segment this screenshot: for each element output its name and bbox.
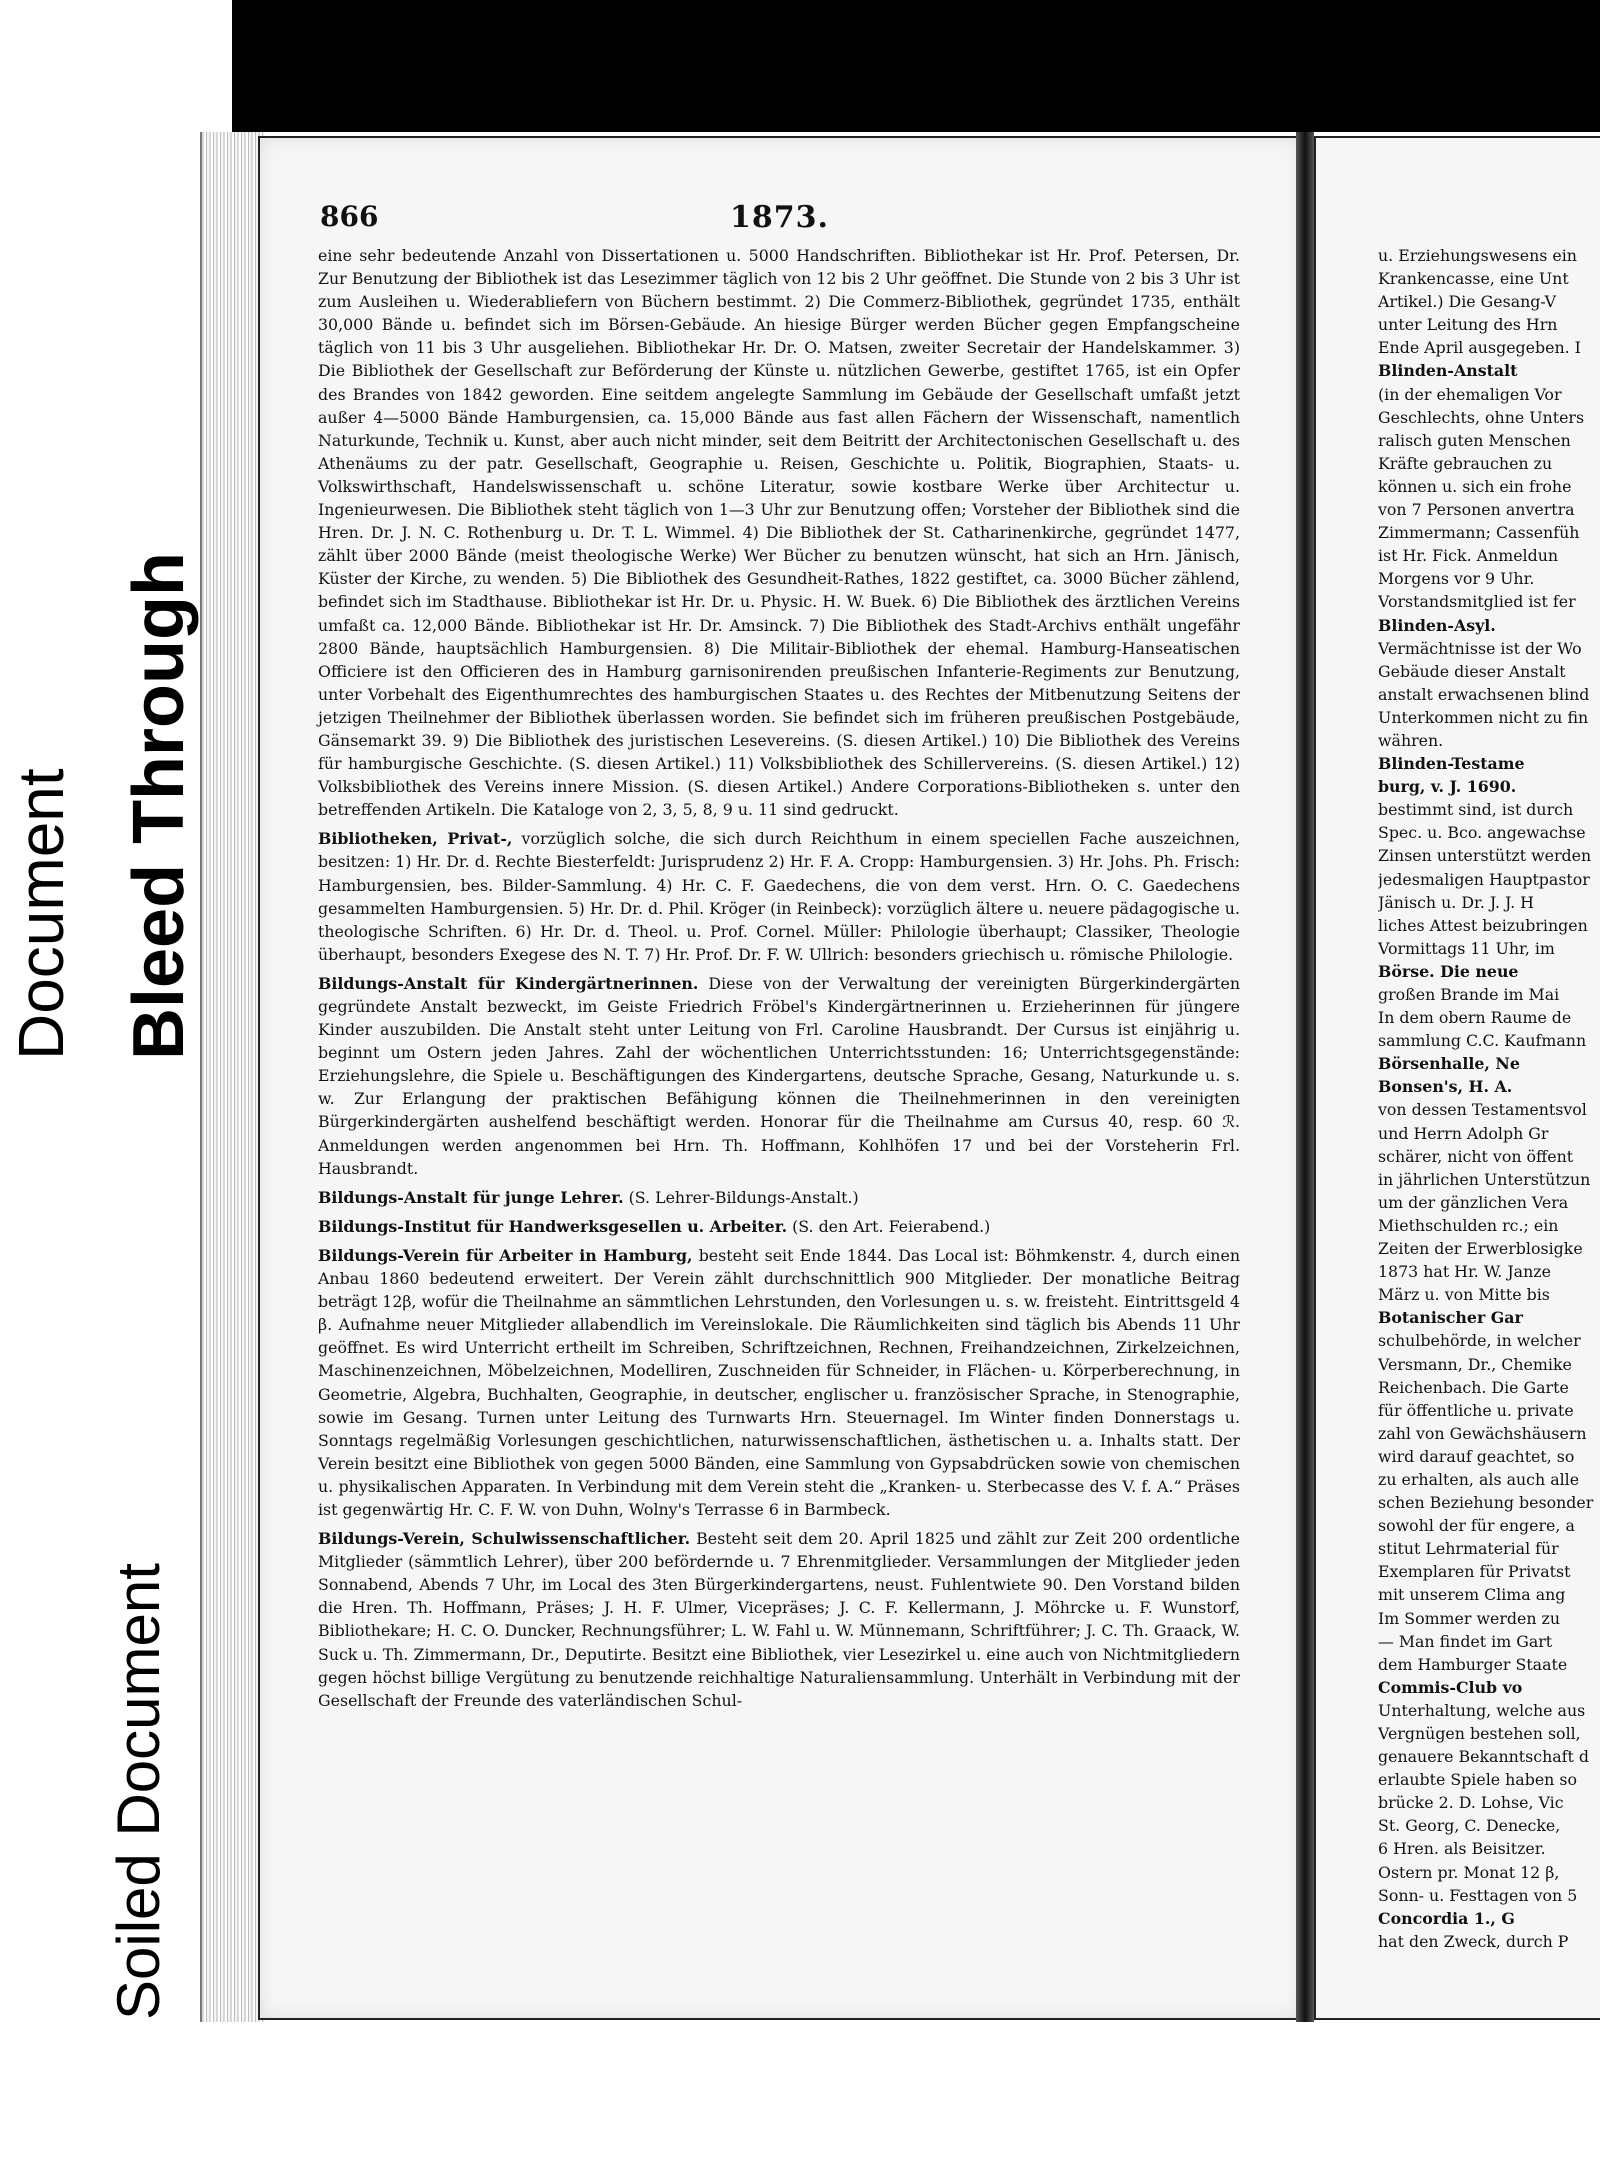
- left-page: [258, 136, 1300, 2020]
- entry-heading: Bildungs-Anstalt für Kindergärtnerinnen.: [318, 973, 699, 993]
- right-text-line: brücke 2. D. Lohse, Vic: [1378, 1793, 1564, 1813]
- entry-paragraph: [318, 972, 1240, 1180]
- right-text-line: stitut Lehrmaterial für: [1378, 1539, 1559, 1559]
- right-text-line: Unterkommen nicht zu fin: [1378, 707, 1589, 727]
- right-text-line: erlaubte Spiele haben so: [1378, 1770, 1577, 1790]
- entry-body: eine sehr bedeutende Anzahl von Dissertationen u. 5000 Handschriften. Bibliothekar ist Hr. Prof. Petersen, Dr. Zur Benutzung der Bibliothek ist das Lesezimmer täglich von 12 bis 2 Uhr geöffnet. Die Stunde von 2 bis 3 Uhr ist zum Ausleihen u. Wiederabliefern von Büchern bestimmt. 2) Die Commerz-Bibliothek, gegründet 1735, enthält 30,000 Bände u. befindet sich im Börsen-Gebäude. An hiesige Bürger werden Bücher gegen Empfangscheine täglich von 11 bis 3 Uhr ausgeliehen. Bibliothekar Hr. Dr. O. Matsen, zweiter Secretair der Handelskammer. 3) Die Bibliothek der Gesellschaft zur Beförderung der Künste u. nützlichen Gewerbe, gestiftet 1765, ist ein Opfer des Brandes von 1842 geworden. Eine seitdem angelegte Sammlung im Gebäude der Gesellschaft umfaßt jetzt außer 4—5000 Bände Hamburgensien, ca. 15,000 Bände aus fast allen Fächern der Wissenschaft, namentlich Naturkunde, Technik u. Kunst, aber auch nicht minder, seit dem Beitritt der Architectonischen Gesellschaft u. des Athenäums zu der patr. Gesellschaft, Geographie u. Reisen, Geschichte u. Politik, Biographien, Staats- u. Volkswirthschaft, Handelswissenschaft u. schöne Literatur, sowie kostbare Werke über Architectur u. Ingenieurwesen. Die Bibliothek steht täglich von 1—3 Uhr zur Benutzung offen; Vorsteher der Bibliothek sind die Hren. Dr. J. N. C. Rothenburg u. Dr. T. L. Wimmel. 4) Die Bibliothek der St. Catharinenkirche, gegründet 1477, zählt über 2000 Bände (meist theologische Werke) Wer Bücher zu benutzen wünscht, hat sich an Hrn. Jänisch, Küster der Kirche, zu wenden. 5) Die Bibliothek des Gesundheit-Rathes, 1822 gestiftet, ca. 3000 Bücher zählend, befindet sich im Stadthause. Bibliothekar ist Hr. Dr. u. Physic. H. W. Buek. 6) Die Bibliothek des ärztlichen Vereins umfaßt ca. 12,000 Bände. Bibliothekar ist Hr. Dr. Amsinck. 7) Die Bibliothek des Stadt-Archivs enthält ungefähr 2800 Bände, hauptsächlich Hamburgensien. 8) Die Militair-Bibliothek der ehemal. Hamburg-Hanseatischen Officiere ist den Officieren des in Hamburg garnisonirenden preußischen Infanterie-Regiments zur Benutzung, unter Vorbehalt des Eigenthumrechtes des hamburgischen Staates u. des Rechtes der Mitbenutzung Seitens der jetzigen Theilnehmer der Bibliothek überlassen worden. Sie befindet sich im früheren preußischen Postgebäude, Gänsemarkt 39. 9) Die Bibliothek des juristischen Lesevereins. (S. diesen Artikel.) 10) Die Bibliothek des Vereins für hamburgische Geschichte. (S. diesen Artikel.) 11) Volksbibliothek des Schillervereins. (S. diesen Artikel.) 12) Volksbibliothek des Vereins innere Mission. (S. diesen Artikel.) Andere Corporations-Bibliotheken s. unter den betreffenden Artikeln. Die Kataloge von 2, 3, 5, 8, 9 u. 11 sind gedruckt.: [318, 246, 1240, 820]
- right-text-line: 1873 hat Hr. W. Janze: [1378, 1262, 1551, 1282]
- right-text-line: genauere Bekanntschaft d: [1378, 1747, 1590, 1767]
- right-text-line: zu erhalten, als auch alle: [1378, 1469, 1580, 1489]
- book-gutter: [1296, 132, 1314, 2022]
- right-text-line: Gebäude dieser Anstalt: [1378, 661, 1566, 681]
- soiled-document-label: Soiled Document: [105, 1563, 172, 2020]
- right-text-line: in jährlichen Unterstützun: [1378, 1169, 1591, 1189]
- running-head: [320, 200, 1240, 240]
- entry-heading: Bildungs-Verein, Schulwissenschaftlicher.: [318, 1529, 691, 1549]
- entry-heading: Bibliotheken, Privat-,: [318, 829, 513, 849]
- right-text-line: wird darauf geachtet, so: [1378, 1446, 1575, 1466]
- right-text-line: Unterhaltung, welche aus: [1378, 1700, 1586, 1720]
- right-page: [1314, 136, 1600, 2020]
- right-text-line: Ende April ausgegeben. I: [1378, 338, 1581, 358]
- entry-paragraph: [318, 1186, 1240, 1209]
- right-entry-heading: Börse. Die neue: [1378, 961, 1519, 981]
- right-text-line: großen Brande im Mai: [1378, 985, 1560, 1004]
- right-text-line: Geschlechts, ohne Unters: [1378, 407, 1585, 427]
- right-text-line: St. Georg, C. Denecke,: [1378, 1816, 1561, 1836]
- entry-heading: Bildungs-Institut für Handwerksgesellen u. Arbeiter.: [318, 1216, 788, 1236]
- right-entry-heading: Concordia 1., G: [1378, 1908, 1515, 1928]
- right-text-line: von 7 Personen anvertra: [1378, 500, 1575, 520]
- right-text-line: sammlung C.C. Kaufmann: [1378, 1031, 1587, 1051]
- right-text-line: 6 Hren. als Beisitzer.: [1378, 1839, 1546, 1859]
- right-text-line: Miethschulden rc.; ein: [1378, 1215, 1559, 1235]
- right-entry-heading: Botanischer Gar: [1378, 1308, 1523, 1328]
- bleed-through-label: Bleed Through: [119, 552, 199, 1060]
- right-text-line: jedesmaligen Hauptpastor: [1378, 869, 1590, 889]
- entry-heading: Bildungs-Verein für Arbeiter in Hamburg,: [318, 1245, 693, 1265]
- right-text-line: In dem obern Raume de: [1378, 1008, 1572, 1028]
- right-text-line: anstalt erwachsenen blind: [1378, 684, 1590, 704]
- right-entry-heading: Bonsen's, H. A.: [1378, 1077, 1513, 1097]
- right-text-line: Krankencasse, eine Unt: [1378, 269, 1569, 289]
- left-page-text: [318, 244, 1240, 1712]
- right-text-line: Versmann, Dr., Chemike: [1378, 1354, 1572, 1374]
- right-text-line: ist Hr. Fick. Anmeldun: [1378, 546, 1559, 566]
- right-text-line: bestimmt sind, ist durch: [1378, 800, 1574, 820]
- entry-paragraph: [318, 827, 1240, 966]
- page-year: 1873.: [730, 200, 829, 235]
- right-text-line: zahl von Gewächshäusern: [1378, 1423, 1587, 1443]
- right-entry-heading: Blinden-Testame: [1378, 754, 1525, 774]
- entry-paragraph: [318, 1527, 1240, 1712]
- right-text-line: Vormittags 11 Uhr, im: [1378, 938, 1555, 958]
- entry-heading: Bildungs-Anstalt für junge Lehrer.: [318, 1187, 624, 1207]
- right-text-line: ralisch guten Menschen: [1378, 430, 1571, 450]
- entry-paragraph: [318, 244, 1240, 821]
- entry-body: besteht seit Ende 1844. Das Local ist: Böhmkenstr. 4, durch einen Anbau 1860 bedeutend erweitert. Der Verein zählt durchschnittlich 900 Mitglieder. Der monatliche Beitrag beträgt 12β, wofür die Theilnahme an sämmtlichen Lehrstunden, den Vorlesungen u. s. w. freisteht. Eintrittsgeld 4 β. Aufnahme neuer Mitglieder allabendlich im Vereinslokale. Die Räumlichkeiten sind täglich bis Abends 11 Uhr geöffnet. Es wird Unterricht ertheilt im Schreiben, Schriftzeichnen, Rechnen, Freihandzeichnen, Zirkelzeichnen, Maschinenzeichnen, Möbelzeichnen, Modelliren, Zuschneiden für Schneider, in Flächen- u. Körperberechnung, in Geometrie, Algebra, Buchhalten, Geographie, in deutscher, englischer u. französischer Sprache, in Stenographie, sowie im Gesang. Turnen unter Leitung des Turnwarts Hrn. Steuernagel. Im Winter finden Donnerstags u. Sonntags regelmäßig Vorlesungen geschichtlichen, naturwissenschaftlichen, ästhetischen u. a. Inhalts statt. Der Verein besitzt eine Bibliothek von gegen 5000 Bänden, eine Sammlung von Gypsabdrücken sowie von chemischen u. physikalischen Apparaten. In Verbindung mit dem Verein steht die „Kranken- u. Sterbecasse des V. f. A.“ Präses ist gegenwärtig Hr. C. F. W. von Duhn, Wolny's Terrasse 6 in Barmbeck.: [318, 1245, 1240, 1519]
- entry-paragraph: [318, 1244, 1240, 1521]
- right-entry-heading: burg, v. J. 1690.: [1378, 777, 1517, 797]
- right-text-line: Zimmermann; Cassenfüh: [1378, 523, 1580, 543]
- right-text-line: u. Erziehungswesens ein: [1378, 246, 1577, 265]
- right-entry-heading: Blinden-Asyl.: [1378, 615, 1496, 635]
- page-number: 866: [320, 200, 379, 233]
- right-text-line: schärer, nicht von öffent: [1378, 1146, 1574, 1166]
- right-text-line: schen Beziehung besonder: [1378, 1493, 1594, 1513]
- entry-body: Besteht seit dem 20. April 1825 und zählt zur Zeit 200 ordentliche Mitglieder (sämmtlich Lehrer), über 200 befördernde u. 7 Ehrenmitglieder. Versammlungen der Mitglieder jeden Sonnabend, Abends 7 Uhr, im Local des 3ten Bürgerkindergartens, neust. Fuhlentwiete 90. Den Vorstand bilden die Hren. Th. Hoffmann, Präses; J. H. F. Ulmer, Vicepräses; J. C. F. Kellermann, J. Möhrcke u. F. Wunstorf, Bibliothekare; H. C. O. Duncker, Rechnungsführer; L. W. Fahl u. W. Münnemann, Schriftführer; J. C. Th. Graack, W. Suck u. Th. Zimmermann, Dr., Deputirte. Besitzt eine Bibliothek, vier Lesezirkel u. eine auch von Nichtmitgliedern gegen höchst billige Vergütung zu benutzende reichhaltige Naturaliensammlung. Unterhält in Verbindung mit der Gesellschaft der Freunde des vaterländischen Schul-: [318, 1529, 1241, 1710]
- right-text-line: für öffentliche u. private: [1378, 1400, 1574, 1420]
- document-label: Document: [5, 768, 77, 1060]
- right-text-line: liches Attest beizubringen: [1378, 915, 1588, 935]
- right-text-line: Exemplaren für Privatst: [1378, 1562, 1571, 1582]
- entry-body: Diese von der Verwaltung der vereinigten Bürgerkindergärten gegründete Anstalt bezweckt, im Geiste Friedrich Fröbel's Kindergärtnerinnen u. Erzieherinnen für jüngere Kinder auszubilden. Die Anstalt steht unter Leitung von Frl. Caroline Hausbrandt. Der Cursus ist einjährig u. beginnt um Ostern jeden Jahres. Zahl der wöchentlichen Unterrichtsstunden: 16; Unterrichtsgegenstände: Erziehungslehre, die Spiele u. Beschäftigungen des Kindergartens, deutsche Sprache, Gesang, Naturkunde u. s. w. Zur Erlangung der praktischen Befähigung können die Theilnehmerinnen in den vereinigten Bürgerkindergärten aushelfend beschäftigt werden. Honorar für die Theilnahme am Cursus 40, resp. 60 ℛ. Anmeldungen werden angenommen bei Hrn. Th. Hoffmann, Kohlhöfen 17 und bei der Vorsteherin Frl. Hausbrandt.: [318, 973, 1240, 1178]
- right-text-line: Vergnügen bestehen soll,: [1378, 1724, 1581, 1743]
- right-text-line: Sonn- u. Festtagen von 5: [1378, 1885, 1578, 1905]
- right-text-line: mit unserem Clima ang: [1378, 1585, 1566, 1605]
- right-text-line: Zinsen unterstützt werden: [1378, 846, 1592, 866]
- right-entry-heading: Blinden-Anstalt: [1378, 361, 1518, 381]
- right-text-line: währen.: [1378, 730, 1444, 750]
- right-text-line: sowohl der für engere, a: [1378, 1516, 1575, 1536]
- right-text-line: Zeiten der Erwerblosigke: [1378, 1239, 1583, 1259]
- right-text-line: Jänisch u. Dr. J. J. H: [1378, 892, 1534, 912]
- right-text-line: um der gänzlichen Vera: [1378, 1192, 1569, 1212]
- right-text-line: Vorstandsmitglied ist fer: [1378, 592, 1576, 612]
- right-text-line: Spec. u. Bco. angewachse: [1378, 823, 1586, 843]
- right-text-line: Im Sommer werden zu: [1378, 1608, 1561, 1628]
- right-text-line: schulbehörde, in welcher: [1378, 1331, 1581, 1351]
- right-entry-heading: Börsenhalle, Ne: [1378, 1054, 1520, 1074]
- right-text-line: Morgens vor 9 Uhr.: [1378, 569, 1535, 589]
- right-text-line: dem Hamburger Staate: [1378, 1654, 1568, 1674]
- entry-body: vorzüglich solche, die sich durch Reichthum in einem speciellen Fache auszeichnen, besitzen: 1) Hr. Dr. d. Rechte Biesterfeldt: Jurisprudenz 2) Hr. F. A. Cropp: Hamburgensien. 3) Hr. Johs. Ph. Frisch: Hamburgensien, bes. Bilder-Sammlung. 4) Hr. C. F. Gaedechens, die von dem verst. Hrn. O. C. Gaedechens gesammelten Hamburgensien. 5) Hr. Dr. d. Phil. Kröger (in Reinbeck): vorzüglich ältere u. neuere pädagogische u. theologische Schriften. 6) Hr. Dr. d. Theol. u. Prof. Cornel. Müller: Philologie überhaupt; Classiker, Theologie überhaupt, besonders Exegese des N. T. 7) Hr. Prof. Dr. F. W. Ullrich: besonders griechisch u. römische Philologie.: [318, 829, 1241, 964]
- right-text-line: unter Leitung des Hrn: [1378, 315, 1558, 335]
- right-text-line: Artikel.) Die Gesang-V: [1378, 292, 1557, 312]
- book-page-edges: [200, 132, 264, 2022]
- right-text-line: Reichenbach. Die Garte: [1378, 1377, 1569, 1397]
- entry-paragraph: [318, 1215, 1240, 1238]
- right-text-line: können u. sich ein frohe: [1378, 476, 1572, 496]
- entry-body: (S. den Art. Feierabend.): [787, 1216, 991, 1236]
- right-text-line: und Herrn Adolph Gr: [1378, 1123, 1549, 1143]
- right-text-line: von dessen Testamentsvol: [1378, 1100, 1587, 1120]
- right-text-line: Vermächtnisse ist der Wo: [1378, 638, 1582, 658]
- scan-background-top: [232, 0, 1600, 132]
- right-text-line: (in der ehemaligen Vor: [1378, 384, 1562, 404]
- right-page-text: [1378, 244, 1600, 1953]
- entry-body: (S. Lehrer-Bildungs-Anstalt.): [623, 1187, 859, 1207]
- right-text-line: — Man findet im Gart: [1378, 1631, 1553, 1651]
- right-text-line: Ostern pr. Monat 12 β,: [1378, 1862, 1560, 1882]
- right-text-line: hat den Zweck, durch P: [1378, 1931, 1569, 1951]
- right-text-line: Kräfte gebrauchen zu: [1378, 453, 1553, 473]
- right-entry-heading: Commis-Club vo: [1378, 1677, 1523, 1697]
- right-text-line: März u. von Mitte bis: [1378, 1285, 1550, 1305]
